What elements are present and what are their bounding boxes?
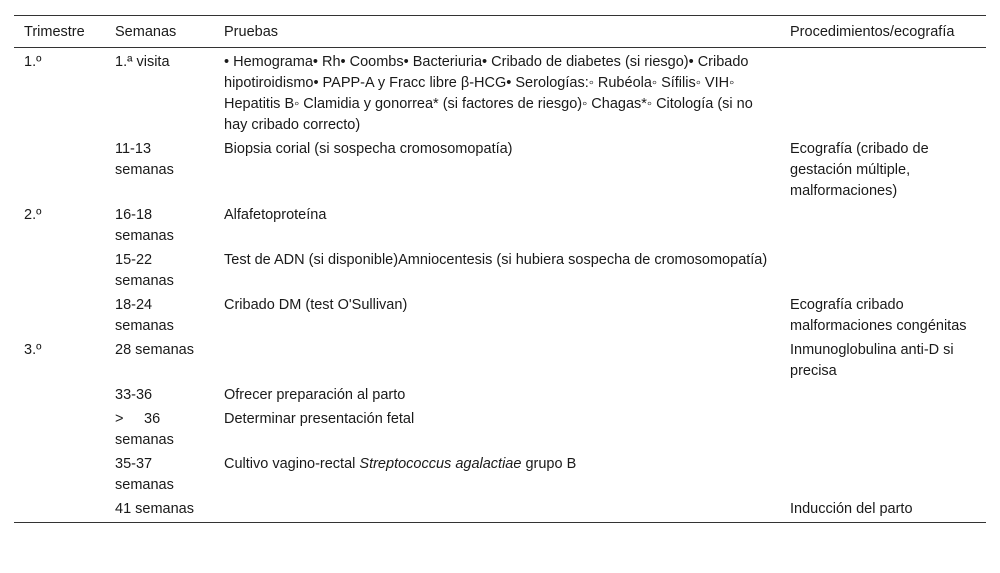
cell-pruebas: Determinar presentación fetal [224,411,415,427]
header-row [14,16,986,48]
cell-trimestre [14,384,105,408]
cell-pruebas: • Hemograma• Rh• Coombs• Bacteriuria• Cribado de diabetes (si riesgo)• Cribado hipotiroidismo• PAPP-A y Fracc libre β-HCG• Serologías:◦ Rubéola◦ Sífilis◦ VIH◦ Hepatitis B◦ Clamidia y gonorrea* (si factores de riesgo)◦ Chagas*◦ Citología (si no hay cribado correcto) [224,54,753,133]
table-container [14,15,986,523]
cell-procedimientos [780,384,986,408]
cell-semanas: 16-18 semanas [115,207,174,244]
cell-trimestre [14,138,105,204]
cell-pruebas [214,339,780,384]
cell-trimestre [14,453,105,498]
header-semanas: Semanas [115,24,177,40]
header-procedimientos: Procedimientos/ecografía [790,24,955,40]
cell-trimestre: 3.º [24,342,42,358]
cell-pruebas: Cribado DM (test O'Sullivan) [224,297,408,313]
cell-trimestre [14,408,105,453]
greater-than-sign: > [115,411,124,427]
cell-semanas-text: 36 semanas [115,411,174,448]
table-row [14,204,986,249]
species-name: Streptococcus agalactiae [359,456,522,472]
cell-semanas: 35-37 semanas [115,456,174,493]
cell-semanas: 15-22 semanas [115,252,174,289]
table-row [14,339,986,384]
header-trimestre: Trimestre [24,24,85,40]
cell-procedimientos [780,408,986,453]
cell-procedimientos [780,204,986,249]
pruebas-text-suffix: grupo B [521,456,577,472]
cell-procedimientos: Ecografía cribado malformaciones congénitas [790,297,967,334]
cell-semanas: 1.ª visita [115,54,170,70]
cell-procedimientos [780,249,986,294]
table-body [14,48,986,523]
table-row [14,384,986,408]
table-row [14,408,986,453]
prenatal-care-table [14,15,986,523]
cell-trimestre [14,294,105,339]
cell-trimestre: 1.º [24,54,42,70]
cell-semanas: 33-36 [115,387,153,403]
cell-trimestre: 2.º [24,207,42,223]
table-row [14,48,986,139]
cell-semanas: 11-13 semanas [115,141,174,178]
cell-procedimientos: Inducción del parto [790,501,913,517]
cell-procedimientos [780,453,986,498]
cell-semanas: 41 semanas [115,501,194,517]
table-header [14,16,986,48]
cell-pruebas [214,498,780,523]
cell-semanas: 28 semanas [115,342,194,358]
table-row [14,294,986,339]
pruebas-text-prefix: Cultivo vagino-rectal [224,456,360,472]
table-row [14,498,986,523]
cell-procedimientos: Inmunoglobulina anti-D si precisa [790,342,954,379]
cell-pruebas: Ofrecer preparación al parto [224,387,406,403]
cell-procedimientos: Ecografía (cribado de gestación múltiple, malformaciones) [790,141,929,199]
cell-pruebas: Biopsia corial (si sospecha cromosomopatía) [224,141,513,157]
header-pruebas: Pruebas [224,24,279,40]
cell-semanas: 18-24 semanas [115,297,174,334]
table-row [14,138,986,204]
cell-semanas [105,408,214,453]
cell-pruebas [214,453,780,498]
cell-procedimientos [780,48,986,139]
cell-trimestre [14,249,105,294]
table-row [14,453,986,498]
cell-pruebas: Alfafetoproteína [224,207,327,223]
cell-trimestre [14,498,105,523]
cell-pruebas: Test de ADN (si disponible)Amniocentesis (si hubiera sospecha de cromosomopatía) [224,252,768,268]
table-row [14,249,986,294]
